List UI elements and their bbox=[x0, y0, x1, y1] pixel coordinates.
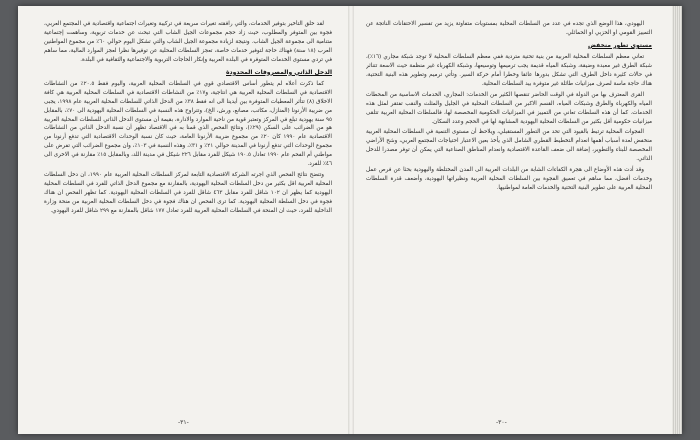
right-intro-paragraph: اليهودي، هذا الوضع الذي تجده في عدد من السلطات المحلية بمستويات متفاوتة يزيد من تفسير الاحتقانات الناتجة عن التمييز القومي او الحزبي او الحمائلي. bbox=[366, 21, 652, 36]
left-paragraph-1: كما ذكرت أعلاه لم يتطور أساس الاقتصادي قوي في السلطات المحلية العربية، واليوم فقط ٢٠.٥٪ من النشاطات الاقتصادية في السلطات المحلية العربية هي انتاجية، و١٧٪ من النشاطات الاقتصادية في السلطات المحلية العربية هي كافة الاخلاق (٨) تتأثر المعطيات المتوفرة بين أيدينا الى انه فقط ٣٨٪ من الدخل الذاتي للسلطات المحلية العربية عام ١٩٩٨، يجبى من ضريبة الأرنونا (المنازل، مكاتب، مصانع، ورش، الخ)، وتتراوح هذه النسبة في السلطات المحلية اليهودية الى ٧٠٪، بالمقابل ٩٥ سنة يهودية تبلغ في المركز وتعتبر قوية من ناحية الموارد والادارة، بقيمة أن مستوى الدخل الذاتي للسلطات المحلية العربية هو من الضرائب على السكن (٢٩٪)، ونتائج الفحص الذي قمنا به في الاقتصاد تظهر أن نسبة الدخل الذاتي من النشاطات الاقتصادية عام ١٩٩٠ كان ٢٠٪ من مجموع ضريبة الأرنونا العامة، حيث كان نسبة الوحدات الاقتصادية التي تدفع أرنونا من مجموع الوحدات التي تدفع أرنونا في المدينة حوالي ٢١٪ و ٣١٪، وهذه النسبة في ١٠٣٪، وان مجموع الضرائب التي تفرض على مواطني أم الفحم عام ١٩٩٠ تعادل ١٩٠.٥ شيكل للفرد مقابل ٢٢٦ شيكل في مدينة اللد، وبالمقابل ١٥٪ مقارنة في الاخرى الى ٤٦٪ للفرد. bbox=[44, 80, 332, 168]
right-paragraph-2: القرى المعترف بها من الدولة في الوقت الحاضر تنقصها الكثير من الخدمات: المجاري، الخدمات الاساسية من المحطات المياه والكهرباء والطرق وشبكات المياه، القسم الاكبر من السلطات المحلية في الجليل والمثلث والنقب تفتقر لمثل هذه الخدمات. كما أن هذه السلطات تعاني من التمييز في الميزانيات الحكومية المخصصة لها، فالسلطات المحلية العربية تتلقى ميزانيات حكومية أقل بكثير من السلطات المحلية اليهودية المشابهة لها في الحجم وعدد السكان. bbox=[366, 91, 652, 125]
book-spread bbox=[18, 6, 682, 434]
right-paragraph-3: الفجوات المحلية ترتبط بالقيود التي تحد من التطور المستقبلي، ويلاحظ أن مستوى التنمية في السلطات المحلية العربية منخفض لعدة أسباب أهمها انعدام التخطيط القطري الشامل الذي يأخذ بعين الاعتبار احتياجات المجتمع العربي، وشح الأراضي المخصصة للبناء والتطوير، إضافة الى ضعف القاعدة الاقتصادية وانعدام المناطق الصناعية التي يمكن أن توفر مصدرا للدخل الذاتي. bbox=[366, 129, 652, 163]
book-gutter bbox=[348, 6, 354, 434]
left-intro-paragraph: لقد خلق التأخير بتوفير الخدمات، والتي رافقته تغيرات سريعة في تركيبة وتغيرات اجتماعية واقتصادية في المجتمع العربي، فجوة بين المتوفر والمطلوب، حيث زاد حجم مجموعات الجيل الشاب التي تبحث عن خدمات تربوية، وساهمت إجتماعية متنامية الى مجموعة الجيل الشاب. ونتيجة لزيادة مجموعة الجيل الشاب والتي تشكل اليوم حوالي ٦٠٪ من مجموع المواطنين العرب (١٨ سنة) فهناك حاجة لتوفير خدمات خاصة، تعجز السلطات المحلية عن توفيرها نظرا لعجز الموارد المالية، مما ساهم في تردي مستوى الخدمات المتوفرة في البلدة العربية وإنكار الحاجات التربوية والاجتماعية والثقافية في البلدة. bbox=[44, 21, 332, 63]
left-paragraph-2: وتتضح نتائج الفحص الذي اجرته الشركة الاقتصادية التابعة لمركز السلطات المحلية العربية عام ١٩٩٠، ان دخل السلطات المحلية العربية اقل بكثير من دخل السلطات المحلية اليهودية، بالمقارنة مع مجموع الدخل الذاتي للفرد في السلطات المحلية اليهودية كما يظهر ان ١٠٢ شاقل للفرد مقابل ٤٦٣ شاقل للفرد في السلطات المحلية اليهودية. كما تظهر الفحص ان هناك فجوة في دخل السلطة المحلية اليهودية. كما ترى الفحص ان هناك فجوة في دخل السلطات المحلية العربية من منحة وزارة الداخلية للفرد، حيث ان المنحة في السلطات المحلية العربية للفرد تعادل ١٧٧ شاقل بالمقارنة مع ٢٩٩ شاقل للفرد اليهودي. bbox=[44, 172, 332, 215]
page-edges bbox=[672, 6, 682, 434]
left-page-number: -٣١- bbox=[178, 419, 189, 426]
left-page bbox=[44, 20, 332, 420]
right-paragraph-4: وقد أدت هذه الأوضاع الى هجرة الكفاءات الشابة من البلدات العربية الى المدن المختلطة واليهودية بحثا عن فرص عمل وخدمات أفضل، مما ساهم في تعميق الفجوة بين السلطات المحلية العربية ونظيراتها اليهودية، وأضعف قدرة السلطات المحلية العربية على تطوير البنية التحتية والخدمات العامة لمواطنيها. bbox=[366, 167, 652, 192]
right-page bbox=[366, 20, 652, 420]
right-section-heading: مستوى تطور منخفض bbox=[587, 41, 652, 49]
right-page-number: -٣٠- bbox=[496, 419, 507, 426]
right-paragraph-1: تعاني معظم السلطات المحلية العربية من بنية تحتية متردية ففي معظم السلطات المحلية لا توجد شبكة مجاري (١٦٪)، شبكة الطرق غير معبدة وضيقة، وشبكة المياه قديمة يجب ترميمها وتوسيعها، وشبكة الكهرباء غير منظمة حيث الاسعة تتناثر في حالات كثيرة داخل الطرق، التي تشكل بدورها عائقا وخطرا أمام حركة السير. وتأتي ترميم وتطوير هذه البنية التحتية، هناك حاجة ماسة لصرف ميزانيات طائلة غير متوفرة بيد السلطات المحلية. bbox=[366, 53, 652, 87]
left-section-heading: الدخل الذاتي والمصروفات المحدودة bbox=[226, 68, 332, 76]
